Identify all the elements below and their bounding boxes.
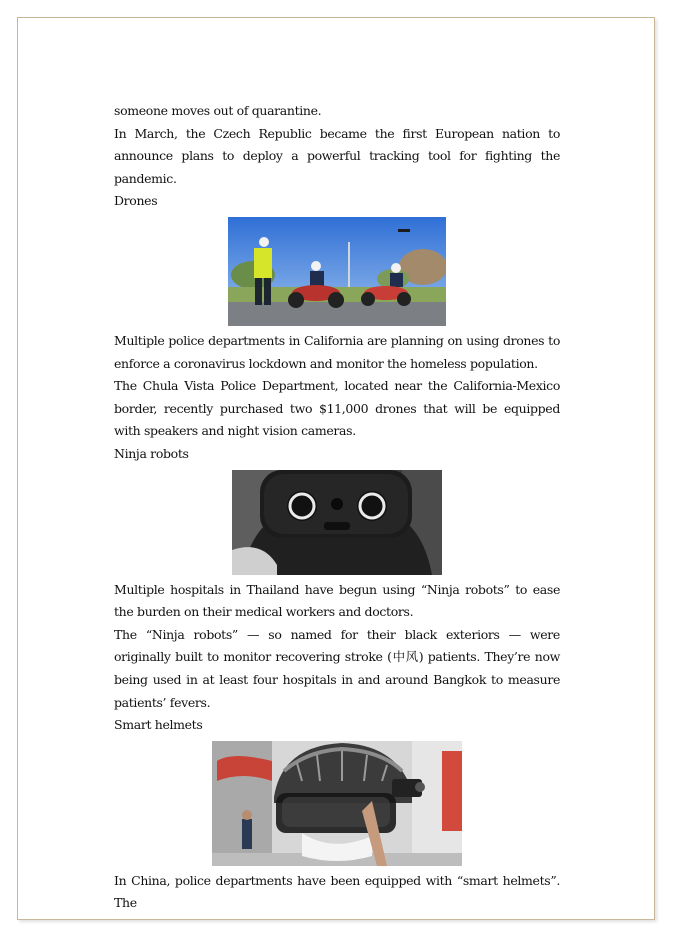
section-heading-drones: Drones <box>114 193 158 209</box>
paragraph: Multiple hospitals in Thailand have begun using “Ninja robots” to ease the burden on their medical workers and doctors. <box>114 581 560 620</box>
paragraph: In China, police departments have been equipped with “smart helmets”. The <box>114 872 560 911</box>
document-page <box>17 17 655 920</box>
paragraph: someone moves out of quarantine. <box>114 103 322 118</box>
section-heading-ninja-robots: Ninja robots <box>114 445 189 461</box>
drones-photo <box>228 217 446 326</box>
smart-helmet-photo <box>212 741 462 866</box>
ninja-robot-photo <box>232 470 442 575</box>
document-body <box>114 100 560 915</box>
paragraph: The Chula Vista Police Department, located near the California-Mexico border, recently purchased two $11,000 drones that will be equipped with speakers and night vision cameras. <box>114 378 560 439</box>
section-heading-smart-helmets: Smart helmets <box>114 717 203 733</box>
paragraph: The “Ninja robots” — so named for their black exteriors — were originally built to monitor recovering stroke (中风) patients. They’re now being used in at least four hospitals in and around Bangkok to measure patients’ fevers. <box>114 626 560 710</box>
paragraph: In March, the Czech Republic became the first European nation to announce plans to deploy a powerful tracking tool for fighting the pandemic. <box>114 125 560 186</box>
paragraph: Multiple police departments in California are planning on using drones to enforce a coronavirus lockdown and monitor the homeless population. <box>114 332 560 371</box>
